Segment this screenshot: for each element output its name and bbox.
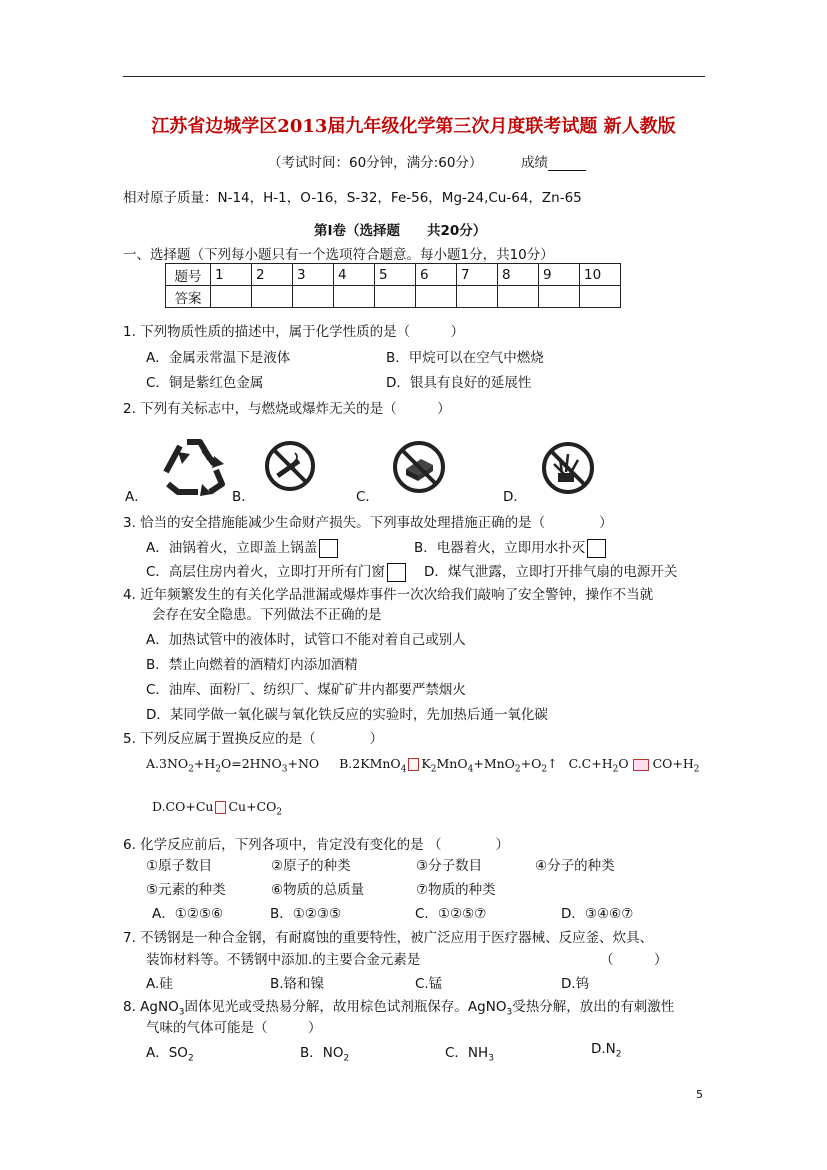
page-number: 5 xyxy=(696,1088,703,1101)
q5-options-row xyxy=(146,756,700,775)
answer-cell[interactable] xyxy=(375,286,416,308)
atomic-mass-line: 相对原子质量：N-14，H-1，O-16，S-32，Fe-56，Mg-24,Cu-64，Zn-65 xyxy=(123,190,582,206)
table-row xyxy=(166,264,621,286)
section-instruction: 一、选择题（下列每小题只有一个选项符合题意。每小题1分，共10分） xyxy=(123,247,554,263)
table-cell: 7 xyxy=(457,264,498,286)
q6-option-a: A．①②⑤⑥ xyxy=(152,906,224,922)
q8-option-a: A．$SO_2$ xyxy=(146,1045,194,1064)
header-rule xyxy=(123,76,705,77)
no-stacking-icon xyxy=(391,439,447,495)
answer-cell[interactable] xyxy=(580,286,621,308)
q2-option-d: D． xyxy=(503,489,527,505)
table-cell: 1 xyxy=(211,264,252,286)
q8-option-d: $D.N_2$ xyxy=(591,1041,622,1060)
answer-cell[interactable] xyxy=(211,286,252,308)
q7-option-c: C.锰 xyxy=(415,976,443,992)
q6-item-4: ④分子的种类 xyxy=(535,858,615,874)
q6-item-1: ①原子数目 xyxy=(146,858,213,874)
q8-option-c: C．$NH_3$ xyxy=(445,1045,494,1064)
q5-stem: 5. 下列反应属于置换反应的是（ ） xyxy=(123,731,384,747)
gas-arrow: ↑ xyxy=(547,756,558,771)
q6-item-5: ⑤元素的种类 xyxy=(146,882,226,898)
q7-option-b: B.铬和镍 xyxy=(270,976,325,992)
table-cell: 2 xyxy=(252,264,293,286)
q6-item-2: ②原子的种类 xyxy=(271,858,351,874)
q7-option-a: A.硅 xyxy=(146,976,173,992)
q3-option-a: A．油锅着火，立即盖上锅盖 xyxy=(146,536,338,558)
image-placeholder xyxy=(319,539,338,558)
q4-option-b: B．禁止向燃着的酒精灯内添加酒精 xyxy=(146,657,358,673)
answer-cell[interactable] xyxy=(334,286,375,308)
q5-option-c: $C.C+H_2O$ $CO+H_2$ xyxy=(568,756,700,775)
reaction-condition-image xyxy=(633,759,649,771)
q1-option-c: C．铜是紫红色金属 xyxy=(146,375,264,391)
q3-option-b: B．电器着火，立即用水扑灭 xyxy=(414,536,606,558)
q1-option-b: B．甲烷可以在空气中燃烧 xyxy=(386,350,544,366)
q7-option-d: D.钨 xyxy=(561,976,590,992)
q3-stem: 3. 恰当的安全措施能减少生命财产损失。下列事故处理措施正确的是（ ） xyxy=(123,515,613,531)
q6-option-b: B．①②③⑤ xyxy=(270,906,342,922)
q1-option-a: A．金属汞常温下是液体 xyxy=(146,350,291,366)
q5-option-b: B.2KMnO$_4$ $K_2MnO_4+MnO_2+O_2↑$ xyxy=(339,756,558,775)
q8-stem-line1: 8. AgNO$_3$固体见光或受热易分解，故用棕色试剂瓶保存。AgNO$_3$受热分解，放出的有刺激性 xyxy=(123,999,675,1018)
q1-option-d: D．银具有良好的延展性 xyxy=(386,375,532,391)
table-cell: 8 xyxy=(498,264,539,286)
q3-option-c: C．高层住房内着火，立即打开所有门窗 xyxy=(146,560,406,582)
q1-stem: 1. 下列物质性质的描述中，属于化学性质的是（ ） xyxy=(123,324,465,340)
image-placeholder xyxy=(387,563,406,582)
q8-option-b: B．$NO_2$ xyxy=(300,1045,350,1064)
q5-option-d: D.CO+Cu $Cu+CO_2$ xyxy=(152,799,283,818)
answer-table xyxy=(165,263,621,308)
q5-option-a: $A.3NO_2+H_2O=2HNO_3+NO$ xyxy=(146,756,320,775)
score-label: 成绩 xyxy=(521,155,548,171)
q2-option-b: B． xyxy=(232,489,255,505)
q6-item-3: ③分子数目 xyxy=(416,858,483,874)
q8-stem-line2: 气味的气体可能是（ ） xyxy=(146,1020,322,1036)
page-title: 江苏省边城学区2013届九年级化学第三次月度联考试题 新人教版 xyxy=(151,116,676,137)
section-title: 第Ⅰ卷（选择题 共20分） xyxy=(314,223,487,239)
image-placeholder xyxy=(587,539,606,558)
q7-answer-paren: （ ） xyxy=(600,952,668,968)
table-header-cell: 题号 xyxy=(166,264,211,286)
reaction-condition-image xyxy=(215,801,226,814)
answer-cell[interactable] xyxy=(252,286,293,308)
q6-option-c: C．①②⑤⑦ xyxy=(415,906,487,922)
q7-stem-line1: 7. 不锈钢是一种合金钢，有耐腐蚀的重要特性，被广泛应用于医疗器械、反应釜、炊具、 xyxy=(123,930,654,946)
answer-cell[interactable] xyxy=(498,286,539,308)
q4-option-d: D．某同学做一氧化碳与氧化铁反应的实验时，先加热后通一氧化碳 xyxy=(146,707,548,723)
q6-item-6: ⑥物质的总质量 xyxy=(271,882,365,898)
recycle-icon xyxy=(158,434,230,498)
q6-item-7: ⑦物质的种类 xyxy=(416,882,496,898)
table-cell: 4 xyxy=(334,264,375,286)
table-cell: 5 xyxy=(375,264,416,286)
answer-cell[interactable] xyxy=(457,286,498,308)
q6-option-d: D．③④⑥⑦ xyxy=(561,906,634,922)
table-header-cell: 答案 xyxy=(166,286,211,308)
table-cell: 10 xyxy=(580,264,621,286)
answer-cell[interactable] xyxy=(293,286,334,308)
exam-info: （考试时间：60分钟，满分:60分） 成绩 xyxy=(268,151,586,171)
q2-stem: 2. 下列有关标志中，与燃烧或爆炸无关的是（ ） xyxy=(123,401,451,417)
q4-option-a: A．加热试管中的液体时，试管口不能对着自己或别人 xyxy=(146,632,466,648)
answer-cell[interactable] xyxy=(539,286,580,308)
q2-option-a: A． xyxy=(125,489,148,505)
no-smoking-icon xyxy=(263,439,317,493)
q2-option-c: C． xyxy=(356,489,379,505)
table-cell: 3 xyxy=(293,264,334,286)
q6-stem: 6. 化学反应前后，下列各项中，肯定没有变化的是 （ ） xyxy=(123,837,509,853)
score-blank xyxy=(548,156,586,171)
answer-cell[interactable] xyxy=(416,286,457,308)
table-cell: 9 xyxy=(539,264,580,286)
table-row xyxy=(166,286,621,308)
q4-stem-line1: 4. 近年频繁发生的有关化学品泄漏或爆炸事件一次次给我们敲响了安全警钟，操作不当就 xyxy=(123,587,654,603)
q7-stem-line2: 装饰材料等。不锈钢中添加.的主要合金元素是 xyxy=(146,952,421,968)
q3-option-d: D．煤气泄露，立即打开排气扇的电源开关 xyxy=(424,564,678,580)
q4-stem-line2: 会存在安全隐患。下列做法不正确的是 xyxy=(152,607,382,623)
q4-option-c: C．油库、面粉厂、纺织厂、煤矿矿井内都要严禁烟火 xyxy=(146,682,466,698)
no-fireworks-icon xyxy=(540,440,596,496)
table-cell: 6 xyxy=(416,264,457,286)
reaction-condition-image xyxy=(408,758,419,771)
